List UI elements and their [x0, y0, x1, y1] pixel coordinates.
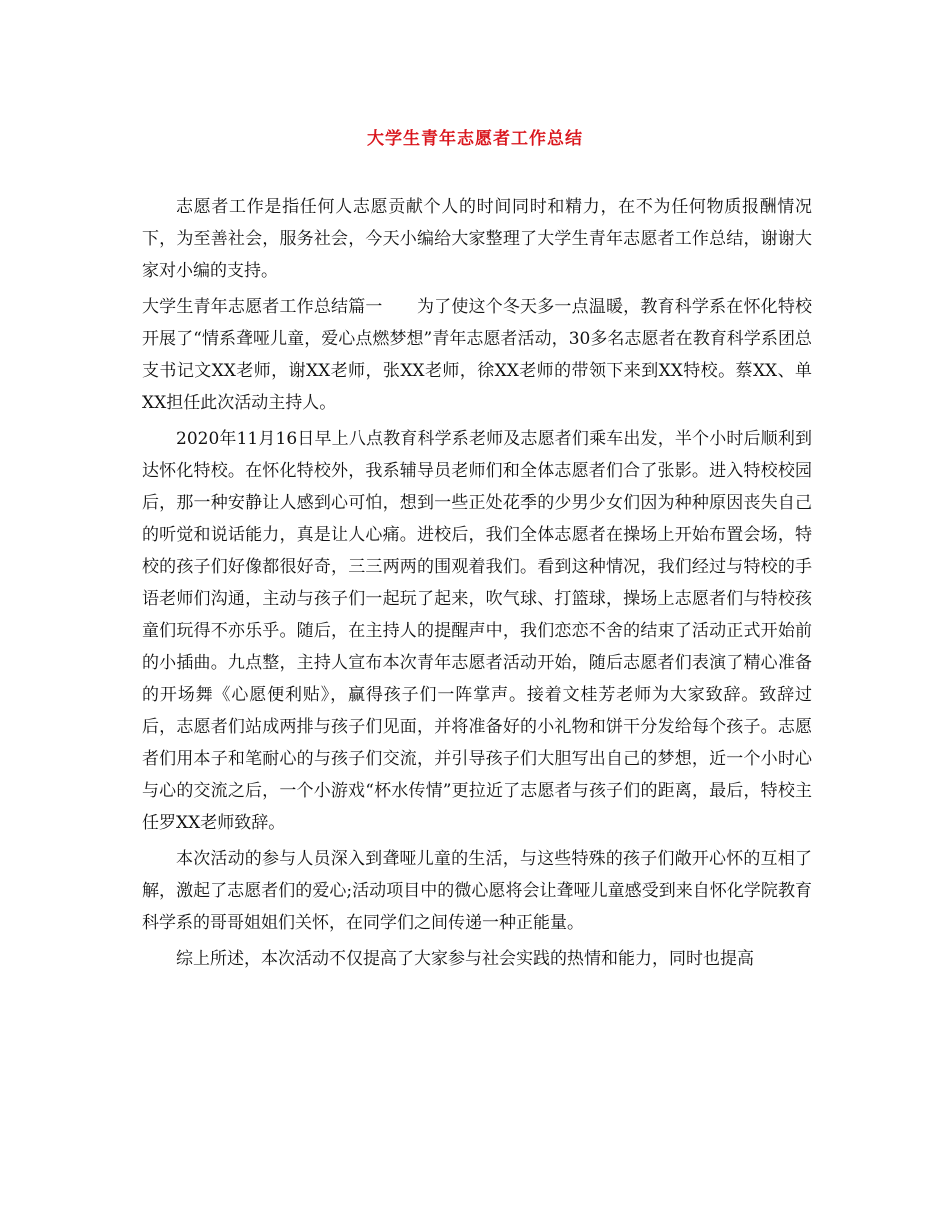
- document-title: 大学生青年志愿者工作总结: [367, 129, 583, 149]
- paragraph-section-one: 大学生青年志愿者工作总结篇一 为了使这个冬天多一点温暖，教育科学系在怀化特校开展了“情系聋哑儿童，爱心点燃梦想”青年志愿者活动，30多名志愿者在教育科学系团总支书记文XX老师，谢XX老师，张XX老师，徐XX老师的带领下来到XX特校。蔡XX、单XX担任此次活动主持人。: [142, 297, 812, 413]
- paragraph-intro: 志愿者工作是指任何人志愿贡献个人的时间同时和精力，在不为任何物质报酬情况下，为至善社会，服务社会，今天小编给大家整理了大学生青年志愿者工作总结，谢谢大家对小编的支持。: [142, 197, 812, 281]
- paragraph-conclusion: 综上所述，本次活动不仅提高了大家参与社会实践的热情和能力，同时也提高: [176, 949, 754, 969]
- document-body: [142, 191, 812, 979]
- paragraph-activity-details: 2020年11月16日早上八点教育科学系老师及志愿者们乘车出发，半个小时后顺利到达怀化特校。在怀化特校外，我系辅导员老师们和全体志愿者们合了张影。进入特校校园后，那一种安静让人感到心可怕，想到一些正处花季的少男少女们因为种种原因丧失自己的听觉和说话能力，真是让人心痛。进校后，我们全体志愿者在操场上开始布置会场，特校的孩子们好像都很好奇，三三两两的围观着我们。看到这种情况，我们经过与特校的手语老师们沟通，主动与孩子们一起玩了起来，吹气球、打篮球，操场上志愿者们与特校孩童们玩得不亦乐乎。随后，在主持人的提醒声中，我们恋恋不舍的结束了活动正式开始前的小插曲。九点整，主持人宣布本次青年志愿者活动开始，随后志愿者们表演了精心准备的开场舞《心愿便利贴》，赢得孩子们一阵掌声。接着文桂芳老师为大家致辞。致辞过后，志愿者们站成两排与孩子们见面，并将准备好的小礼物和饼干分发给每个孩子。志愿者们用本子和笔耐心的与孩子们交流，并引导孩子们大胆写出自己的梦想，近一个小时心与心的交流之后，一个小游戏“杯水传情”更拉近了志愿者与孩子们的距离，最后，特校主任罗XX老师致辞。: [142, 429, 812, 833]
- paragraph-activity-impact: 本次活动的参与人员深入到聋哑儿童的生活，与这些特殊的孩子们敞开心怀的互相了解，激起了志愿者们的爱心;活动项目中的微心愿将会让聋哑儿童感受到来自怀化学院教育科学系的哥哥姐姐们关怀，在同学们之间传递一种正能量。: [142, 849, 812, 933]
